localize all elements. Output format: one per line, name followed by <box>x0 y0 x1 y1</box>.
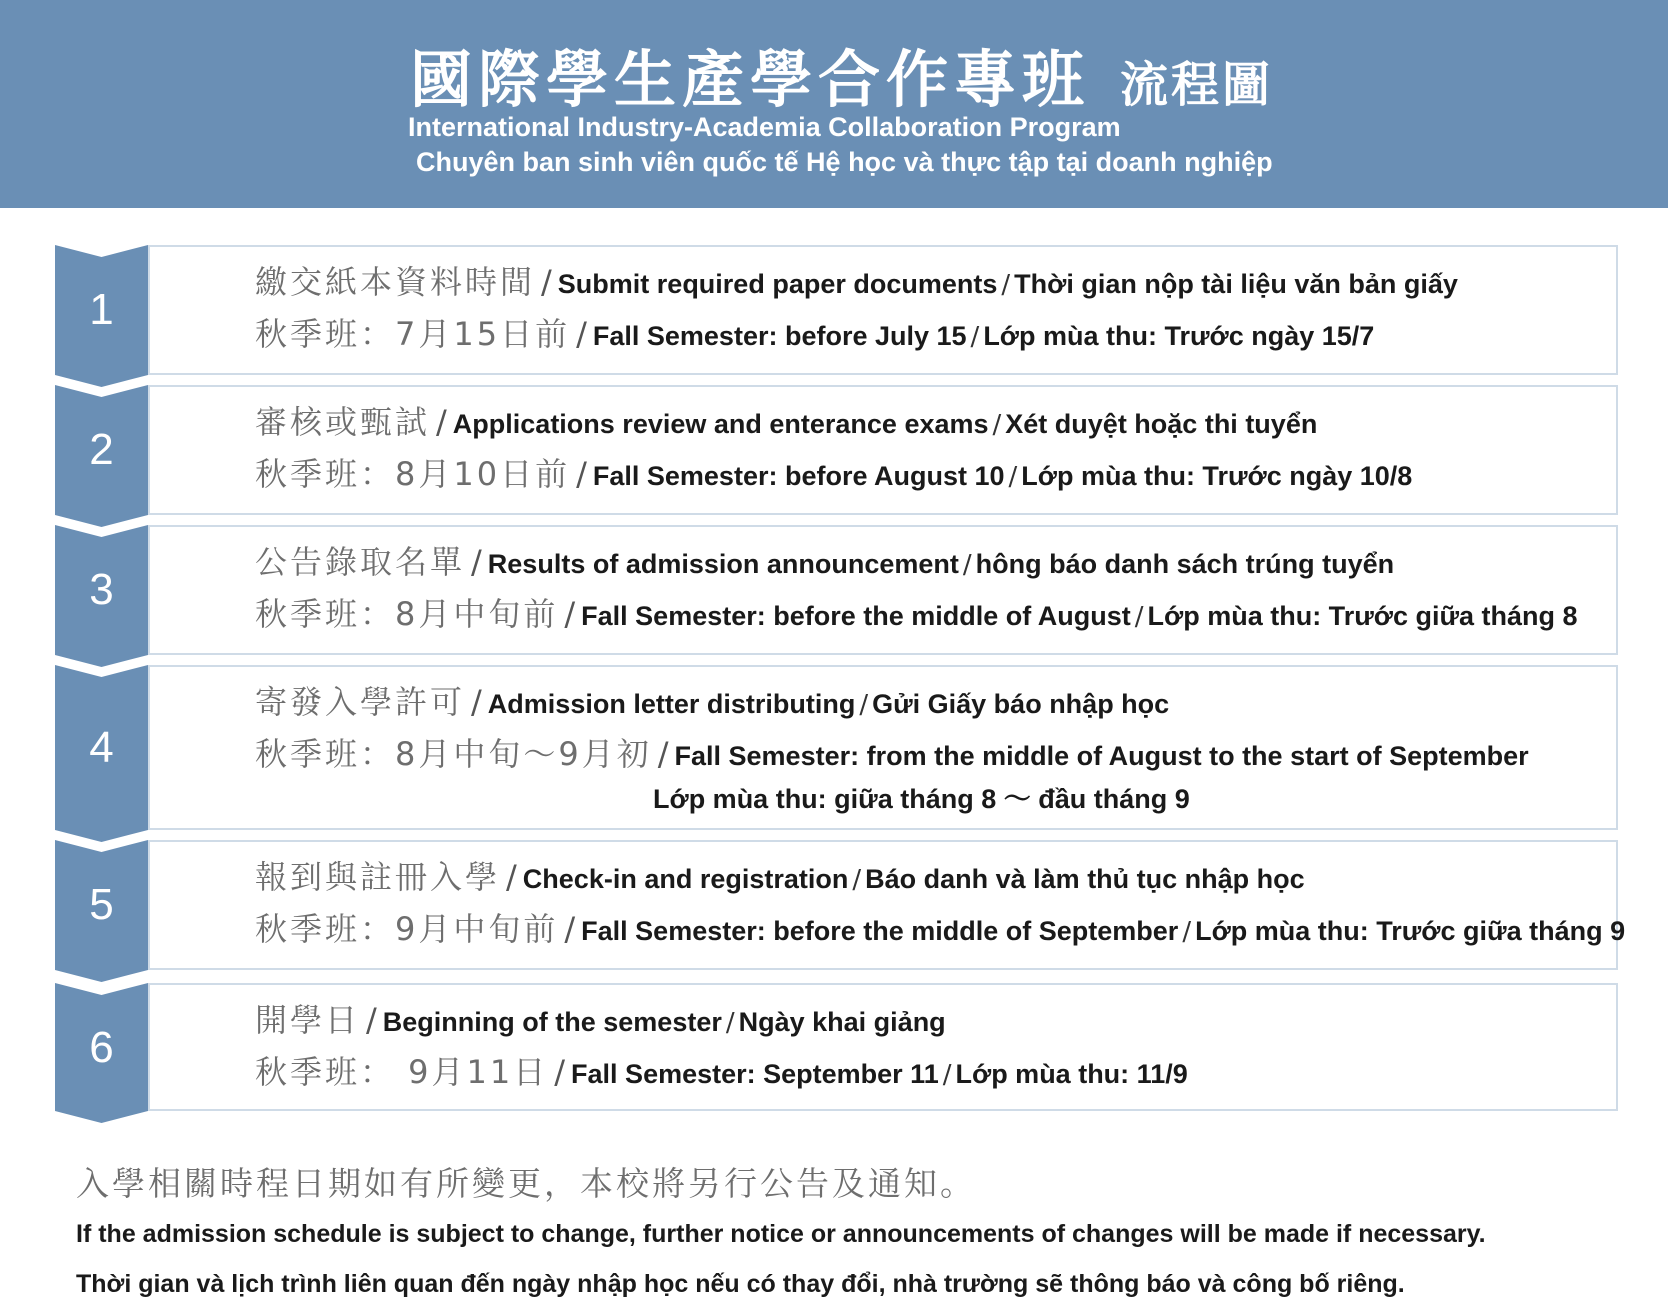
step-date-zh: 秋季班：8月中旬～9月初 <box>255 735 652 773</box>
step-title-zh: 報到與註冊入學 <box>255 858 501 896</box>
step-1 <box>55 245 1618 375</box>
separator: / <box>471 683 482 721</box>
separator: / <box>1001 270 1011 300</box>
step-6 <box>55 983 1618 1111</box>
step-date-vi: Lớp mùa thu: Trước giữa tháng 8 <box>1147 601 1578 631</box>
separator: / <box>366 1001 377 1039</box>
step-title-line <box>255 995 946 1041</box>
step-title-vi: Xét duyệt hoặc thi tuyển <box>1005 409 1318 439</box>
step-title-line <box>255 397 1317 443</box>
separator: / <box>992 410 1002 440</box>
step-date-vi-line <box>653 777 1190 816</box>
step-date-line <box>255 309 1374 355</box>
step-date-en: Fall Semester: before the middle of August <box>581 601 1131 631</box>
separator: / <box>970 322 980 352</box>
step-date-vi: Lớp mùa thu: giữa tháng 8 ～ đầu tháng 9 <box>653 784 1190 814</box>
separator: / <box>1182 917 1192 947</box>
step-number: 6 <box>89 1023 114 1072</box>
step-date-en: Fall Semester: before August 10 <box>592 461 1005 491</box>
step-title-zh: 開學日 <box>255 1001 361 1039</box>
step-title-line <box>255 852 1305 898</box>
step-date-zh: 秋季班： 9月11日 <box>255 1053 549 1091</box>
step-title-en: Beginning of the semester <box>382 1007 722 1037</box>
separator: / <box>506 858 517 896</box>
step-number: 2 <box>89 425 114 474</box>
step-title-en: Check-in and registration <box>522 864 849 894</box>
step-title-vi: Báo danh và làm thủ tục nhập học <box>865 864 1305 894</box>
step-date-line <box>255 1047 1188 1093</box>
note-vi: Thời gian và lịch trình liên quan đến ngày nhập học nếu có thay đổi, nhà trường sẽ thông báo và công bố riêng. <box>76 1270 1405 1298</box>
separator: / <box>852 865 862 895</box>
step-date-en: Fall Semester: from the middle of August to the start of September <box>674 741 1529 771</box>
subtitle-vi: Chuyên ban sinh viên quốc tế Hệ học và thực tập tại doanh nghiệp <box>416 147 1273 177</box>
separator: / <box>576 455 587 493</box>
note-zh: 入學相關時程日期如有所變更，本校將另行公告及通知。 <box>76 1164 976 1203</box>
step-3 <box>55 525 1618 655</box>
step-title-en: Admission letter distributing <box>487 689 856 719</box>
step-number: 4 <box>89 723 114 772</box>
step-date-zh: 秋季班：9月中旬前 <box>255 910 559 948</box>
step-date-en: Fall Semester: before July 15 <box>592 321 967 351</box>
step-title-zh: 公告錄取名單 <box>255 543 466 581</box>
step-title-line <box>255 257 1458 303</box>
step-date-vi: Lớp mùa thu: 11/9 <box>955 1059 1188 1089</box>
step-number: 5 <box>89 880 114 929</box>
page-title <box>410 30 1273 119</box>
step-date-line <box>255 589 1578 635</box>
step-date-zh: 秋季班：7月15日前 <box>255 315 571 353</box>
separator: / <box>942 1060 952 1090</box>
step-date-zh: 秋季班：8月10日前 <box>255 455 571 493</box>
step-date-line <box>255 904 1625 950</box>
step-date-zh: 秋季班：8月中旬前 <box>255 595 559 633</box>
separator: / <box>554 1053 566 1091</box>
title-suffix-zh: 流程圖 <box>1120 57 1274 113</box>
step-title-en: Submit required paper documents <box>557 269 998 299</box>
separator: / <box>564 910 576 948</box>
separator: / <box>1134 602 1144 632</box>
subtitle-en: International Industry-Academia Collaboration Program <box>408 112 1121 142</box>
step-5 <box>55 840 1626 970</box>
step-date-vi: Lớp mùa thu: Trước giữa tháng 9 <box>1195 916 1626 946</box>
step-title-vi: hông báo danh sách trúng tuyển <box>975 549 1395 579</box>
step-date-line <box>255 729 1529 775</box>
step-4 <box>55 665 1618 830</box>
step-number: 1 <box>89 285 114 334</box>
step-title-vi: Thời gian nộp tài liệu văn bản giấy <box>1014 269 1458 299</box>
step-title-en: Results of admission announcement <box>487 549 959 579</box>
step-date-vi: Lớp mùa thu: Trước ngày 15/7 <box>983 321 1375 351</box>
step-date-vi: Lớp mùa thu: Trước ngày 10/8 <box>1021 461 1413 491</box>
header-banner <box>0 0 1668 208</box>
separator: / <box>657 735 669 773</box>
step-title-zh: 審核或甄試 <box>255 403 431 441</box>
step-2 <box>55 385 1618 515</box>
separator: / <box>471 543 482 581</box>
step-title-zh: 寄發入學許可 <box>255 683 466 721</box>
separator: / <box>436 403 447 441</box>
step-title-line <box>255 677 1169 723</box>
separator: / <box>564 595 576 633</box>
step-date-en: Fall Semester: before the middle of September <box>581 916 1179 946</box>
separator: / <box>541 263 552 301</box>
title-zh: 國際學生產學合作專班 <box>410 43 1091 116</box>
separator: / <box>725 1008 735 1038</box>
separator: / <box>1008 462 1018 492</box>
step-title-line <box>255 537 1394 583</box>
step-title-zh: 繳交紙本資料時間 <box>255 263 536 301</box>
step-title-vi: Gửi Giấy báo nhập học <box>872 689 1170 719</box>
step-title-vi: Ngày khai giảng <box>738 1007 946 1037</box>
step-number: 3 <box>89 565 114 614</box>
step-date-en: Fall Semester: September 11 <box>571 1059 939 1089</box>
step-title-en: Applications review and enterance exams <box>452 409 989 439</box>
note-en: If the admission schedule is subject to change, further notice or announcements of changes will be made if necessary. <box>76 1220 1486 1248</box>
separator: / <box>962 550 972 580</box>
step-date-line <box>255 449 1412 495</box>
separator: / <box>859 690 869 720</box>
separator: / <box>576 315 587 353</box>
